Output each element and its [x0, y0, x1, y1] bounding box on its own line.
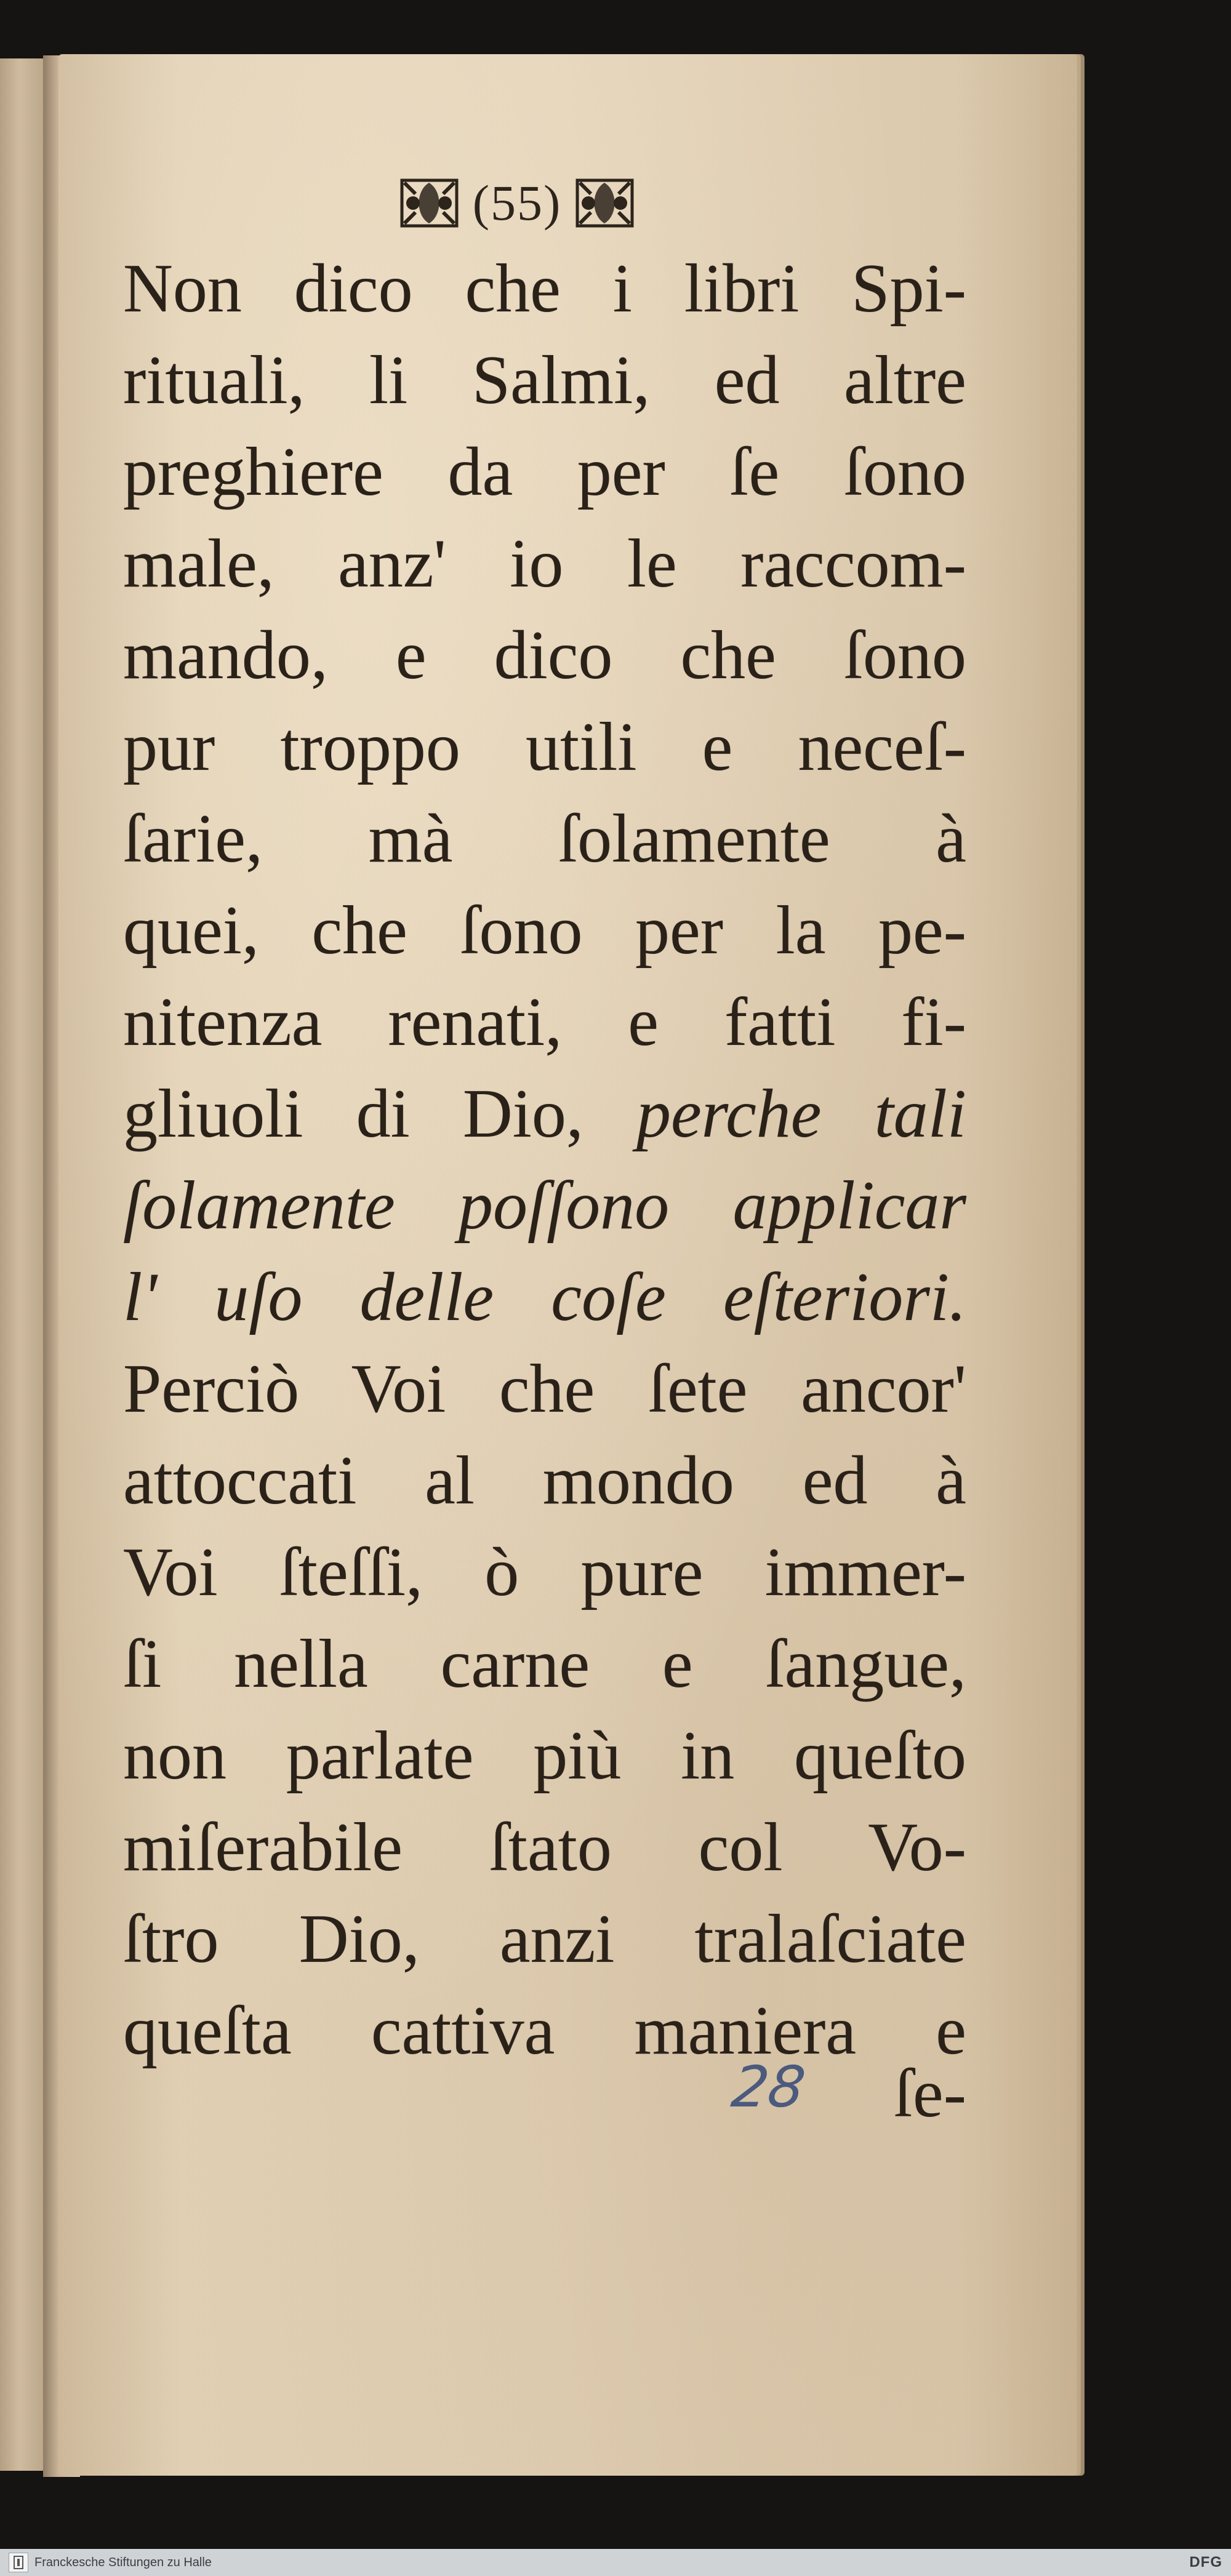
text-line: miſerabile ſtato col Vo-	[123, 1809, 966, 1886]
previous-page-edge	[0, 58, 46, 2471]
institution-name: Franckesche Stiftungen zu Halle	[34, 2555, 212, 2569]
text-line: ſi nella carne e ſangue,	[123, 1626, 966, 1702]
text-line: mando, e dico che ſono	[123, 617, 966, 694]
text-line: queſta cattiva maniera e	[123, 1993, 966, 2069]
text-line: pur troppo utili e neceſ-	[123, 709, 966, 785]
text-line: Non dico che i libri Spi-	[123, 250, 966, 327]
text-line: male, anz' io le raccom-	[123, 526, 966, 602]
text-line: quei, che ſono per la pe-	[123, 892, 966, 969]
text-line: nitenza renati, e fatti fi-	[123, 984, 966, 1060]
text-line-italic: ſolamente poſſono applicar	[123, 1167, 966, 1244]
body-text	[123, 243, 966, 2077]
book-page	[58, 54, 1077, 2476]
institution-logo-icon	[9, 2553, 28, 2572]
viewer-footer-bar	[0, 2549, 1231, 2576]
text-line: attoccati al mondo ed à	[123, 1442, 966, 1519]
institution-credit	[9, 2553, 212, 2572]
handwritten-folio-note: 28	[728, 2054, 809, 2120]
text-line	[123, 1068, 966, 1160]
fleuron-icon	[397, 175, 462, 231]
text-line: Perciò Voi che ſete ancor'	[123, 1351, 966, 1427]
dfg-logo: DFG	[1189, 2554, 1222, 2570]
catchword: ſe-	[893, 2055, 966, 2132]
italic-text: perche tali	[636, 1076, 966, 1152]
text-line: preghiere da per ſe ſono	[123, 434, 966, 510]
page-footer	[123, 2054, 966, 2140]
page-header	[369, 175, 665, 231]
page-number: (55)	[472, 175, 562, 231]
text-line: ſarie, mà ſolamente à	[123, 801, 966, 877]
text-line: non parlate più in queſto	[123, 1718, 966, 1794]
roman-text: gliuoli di Dio,	[123, 1076, 636, 1152]
text-line-italic: l' uſo delle coſe eſteriori.	[123, 1259, 966, 1335]
text-line: ſtro Dio, anzi tralaſciate	[123, 1901, 966, 1977]
text-line: Voi ſteſſi, ò pure immer-	[123, 1534, 966, 1610]
fleuron-icon	[572, 175, 637, 231]
text-line: rituali, li Salmi, ed altre	[123, 342, 966, 418]
